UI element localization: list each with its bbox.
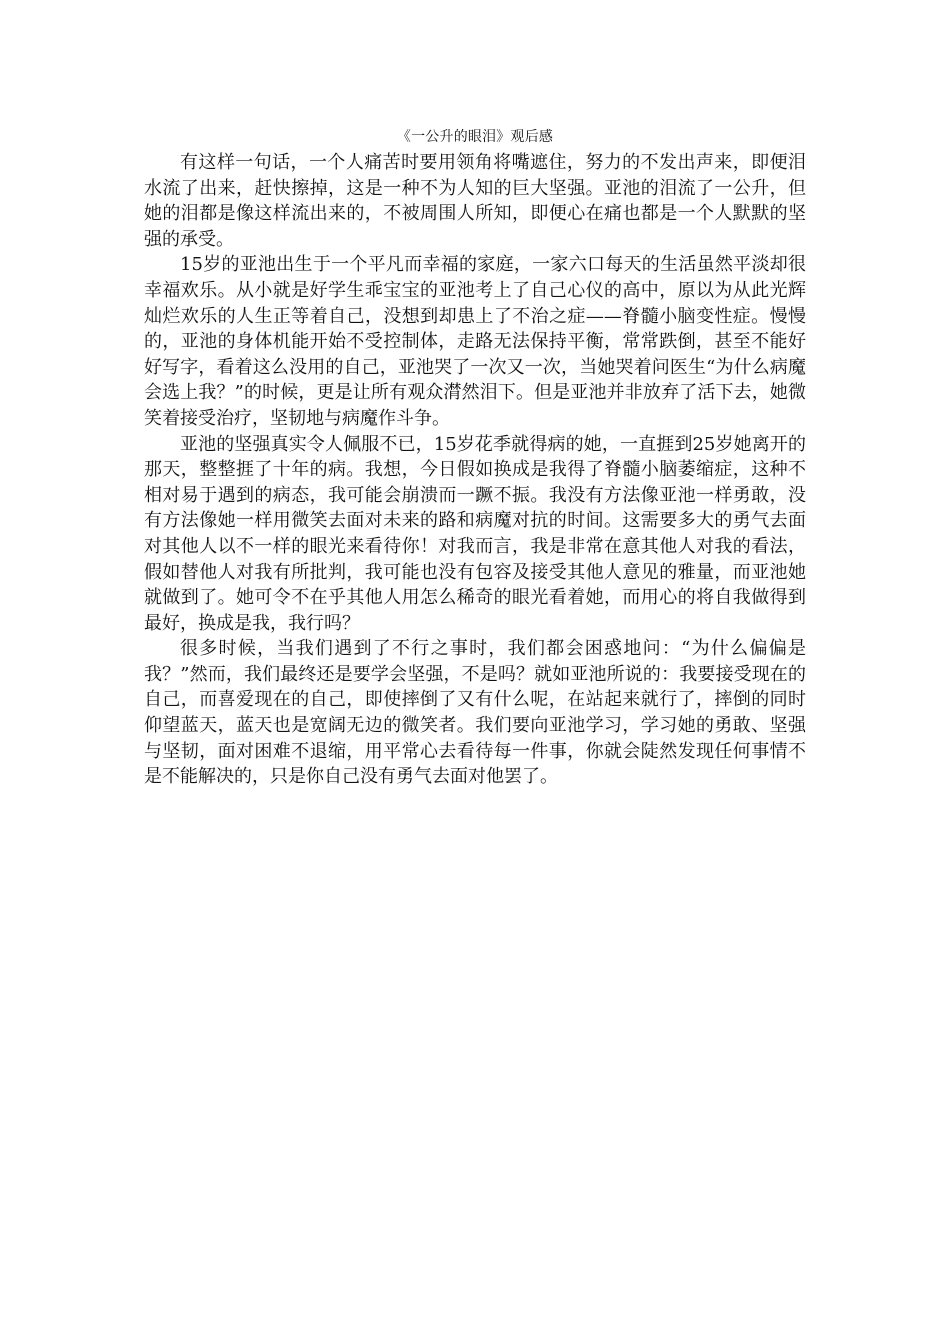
paragraph-3: 亚池的坚强真实令人佩服不已，15岁花季就得病的她，一直捱到25岁她离开的那天，整整捱了十年的病。我想，今日假如换成是我得了脊髓小脑萎缩症，这种不相对易于遇到的病态，我可能会崩溃而一蹶不振。我没有方法像亚池一样勇敢，没有方法像她一样用微笑去面对未来的路和病魔对抗的时间。这需要多大的勇气去面对其他人以不一样的眼光来看待你！对我而言，我是非常在意其他人对我的看法，假如替他人对我有所批判，我可能也没有包容及接受其他人意见的雅量，而亚池她就做到了。她可令不在乎其他人用怎么稀奇的眼光看着她，而用心的将自我做得到最好，换成是我，我行吗？ xyxy=(144,433,806,634)
document-body xyxy=(144,126,806,790)
paragraph-2: 15岁的亚池出生于一个平凡而幸福的家庭，一家六口每天的生活虽然平淡却很幸福欢乐。从小就是好学生乖宝宝的亚池考上了自己心仪的高中，原以为从此光辉灿烂欢乐的人生正等着自己，没想到却患上了不治之症——脊髓小脑变性症。慢慢的，亚池的身体机能开始不受控制体，走路无法保持平衡，常常跌倒，甚至不能好好写字，看着这么没用的自己，亚池哭了一次又一次，当她哭着问医生“为什么病魔会选上我？”的时候，更是让所有观众潸然泪下。但是亚池并非放弃了活下去，她微笑着接受治疗，坚韧地与病魔作斗争。 xyxy=(144,254,806,429)
paragraph-1: 有这样一句话，一个人痛苦时要用领角将嘴遮住，努力的不发出声来，即便泪水流了出来，赶快擦掉，这是一种不为人知的巨大坚强。亚池的泪流了一公升，但她的泪都是像这样流出来的，不被周围人所知，即便心在痛也都是一个人默默的坚强的承受。 xyxy=(144,152,806,250)
document-title: 《一公升的眼泪》观后感 xyxy=(396,129,554,145)
paragraph-4: 很多时候，当我们遇到了不行之事时，我们都会困惑地问：“为什么偏偏是我？”然而，我们最终还是要学会坚强，不是吗？就如亚池所说的：我要接受现在的自己，而喜爱现在的自己，即使摔倒了又有什么呢，在站起来就行了，摔倒的同时仰望蓝天，蓝天也是宽阔无边的微笑者。我们要向亚池学习，学习她的勇敢、坚强与坚韧，面对困难不退缩，用平常心去看待每一件事，你就会陡然发现任何事情不是不能解决的，只是你自己没有勇气去面对他罢了。 xyxy=(144,638,806,788)
